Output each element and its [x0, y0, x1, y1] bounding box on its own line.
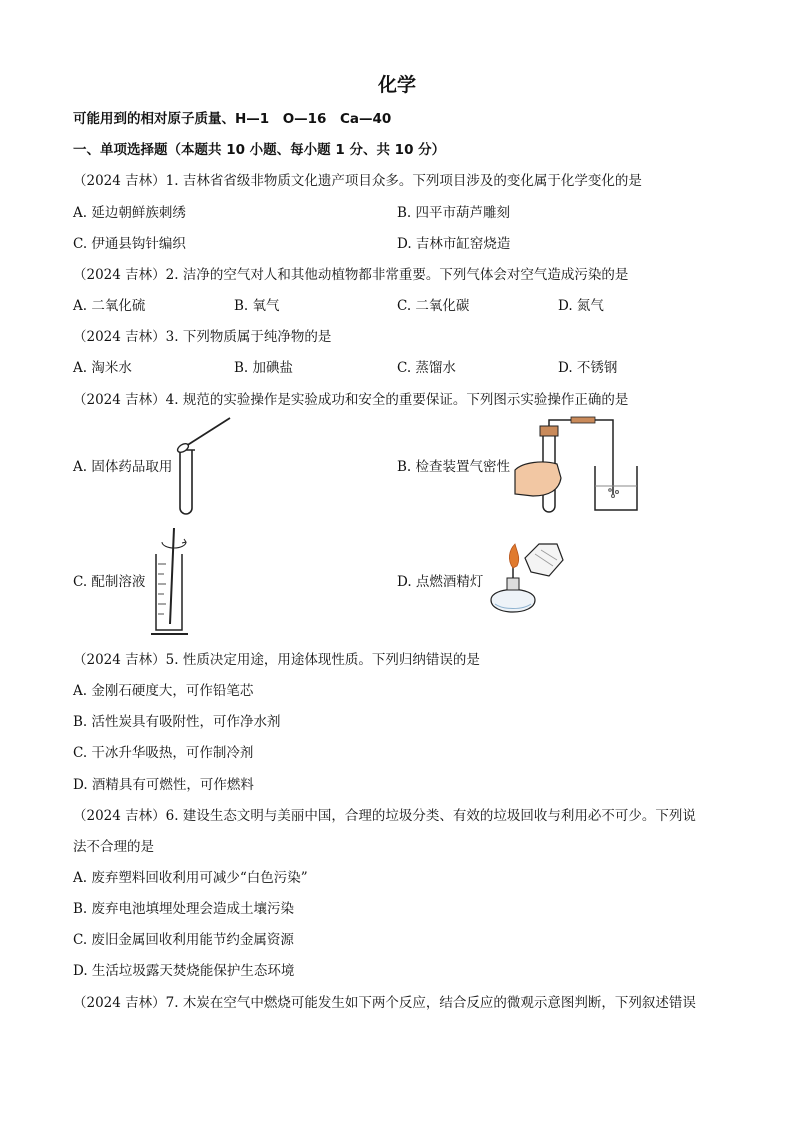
question-7-stem: （2024 吉林）7. 木炭在空气中燃烧可能发生如下两个反应，结合反应的微观示意图判断，下列叙述错误 — [73, 995, 696, 1011]
question-2-option-c: C. 二氧化碳 — [397, 298, 470, 314]
question-4-option-b: B. 检查装置气密性 — [397, 459, 511, 475]
question-4-option-d: D. 点燃酒精灯 — [397, 574, 484, 590]
page-title: 化学 — [377, 74, 416, 96]
question-6-stem-line1: （2024 吉林）6. 建设生态文明与美丽中国，合理的垃圾分类、有效的垃圾回收与利用必不可少。下列说 — [73, 808, 696, 824]
figure-prepare-solution — [148, 524, 196, 638]
question-1-stem: （2024 吉林）1. 吉林省省级非物质文化遗产项目众多。下列项目涉及的变化属于化学变化的是 — [73, 173, 642, 189]
question-6-option-a: A. 废弃塑料回收利用可减少“白色污染” — [73, 870, 308, 886]
question-1-option-a: A. 延边朝鲜族刺绣 — [73, 205, 186, 221]
question-6-option-b: B. 废弃电池填埋处理会造成土壤污染 — [73, 901, 295, 917]
question-5-option-b: B. 活性炭具有吸附性，可作净水剂 — [73, 714, 281, 730]
question-3-stem: （2024 吉林）3. 下列物质属于纯净物的是 — [73, 329, 332, 345]
question-1-option-c: C. 伊通县钩针编织 — [73, 236, 186, 252]
atomic-masses: 可能用到的相对原子质量、H—1 O—16 Ca—40 — [73, 111, 392, 127]
question-2-option-d: D. 氮气 — [558, 298, 604, 314]
question-3-option-a: A. 淘米水 — [73, 360, 132, 376]
figure-solid-reagent — [172, 412, 238, 520]
question-5-option-c: C. 干冰升华吸热，可作制冷剂 — [73, 745, 254, 761]
question-4-option-c: C. 配制溶液 — [73, 574, 146, 590]
question-5-option-d: D. 酒精具有可燃性，可作燃料 — [73, 777, 254, 793]
section-heading: 一、单项选择题（本题共 10 小题、每小题 1 分、共 10 分） — [73, 142, 446, 158]
figure-light-alcohol-lamp — [483, 538, 567, 624]
question-5-stem: （2024 吉林）5. 性质决定用途，用途体现性质。下列归纳错误的是 — [73, 652, 480, 668]
question-2-option-b: B. 氧气 — [234, 298, 280, 314]
question-3-option-d: D. 不锈钢 — [558, 360, 618, 376]
question-6-option-d: D. 生活垃圾露天焚烧能保护生态环境 — [73, 963, 295, 979]
figure-airtightness-check — [513, 416, 641, 516]
question-2-option-a: A. 二氧化硫 — [73, 298, 146, 314]
question-4-option-a: A. 固体药品取用 — [73, 459, 173, 475]
question-6-option-c: C. 废旧金属回收利用能节约金属资源 — [73, 932, 294, 948]
question-6-stem-line2: 法不合理的是 — [73, 839, 154, 855]
question-3-option-c: C. 蒸馏水 — [397, 360, 456, 376]
question-1-option-b: B. 四平市葫芦雕刻 — [397, 205, 511, 221]
question-5-option-a: A. 金刚石硬度大，可作铅笔芯 — [73, 683, 254, 699]
question-1-option-d: D. 吉林市缸窑烧造 — [397, 236, 511, 252]
question-2-stem: （2024 吉林）2. 洁净的空气对人和其他动植物都非常重要。下列气体会对空气造成污染的是 — [73, 267, 629, 283]
question-4-stem: （2024 吉林）4. 规范的实验操作是实验成功和安全的重要保证。下列图示实验操作正确的是 — [73, 392, 629, 408]
question-3-option-b: B. 加碘盐 — [234, 360, 294, 376]
